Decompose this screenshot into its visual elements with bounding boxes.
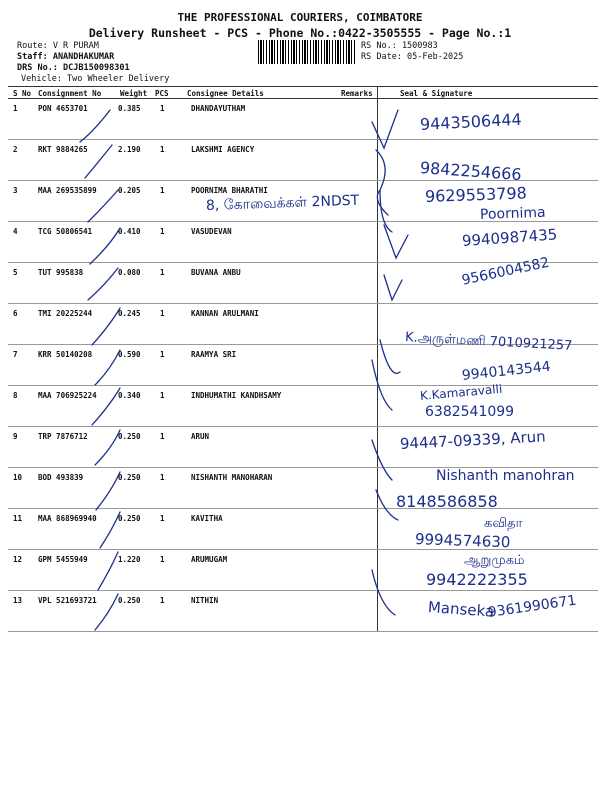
signature-row-12-name: ஆறுமுகம் — [464, 553, 525, 568]
row-consignment-no: TRP 7876712 — [38, 432, 88, 441]
row-consignment-no: PON 4653701 — [38, 104, 88, 113]
row-pcs: 1 — [160, 596, 165, 605]
row-consignee: LAKSHMI AGENCY — [191, 145, 255, 154]
row-pcs: 1 — [160, 268, 165, 277]
row-consignee: NITHIN — [191, 596, 219, 605]
row-sno: 9 — [13, 432, 18, 441]
row-consignee: NISHANTH MANOHARAN — [191, 473, 273, 482]
row-weight: 0.250 — [118, 514, 141, 523]
signature-row-5: 9566004582 — [460, 254, 551, 289]
row-weight: 0.250 — [118, 473, 141, 482]
signature-row-10-name: Nishanth manohran — [436, 468, 575, 484]
signature-row-3-name: Poornima — [479, 204, 546, 223]
row-consignee: KANNAN ARULMANI — [191, 309, 259, 318]
staff-label: Staff: ANANDHAKUMAR — [17, 52, 115, 62]
row-consignment-no: BOD 493839 — [38, 473, 84, 482]
row-sno: 2 — [13, 145, 18, 154]
signature-row-9: 94447-09339, Arun — [399, 427, 547, 453]
row-weight: 0.245 — [118, 309, 141, 318]
signature-row-13-name: Manseka — [427, 598, 495, 621]
signature-row-11-name: கவிதா — [484, 516, 523, 531]
signature-row-8-name: K.Kamaravalli — [419, 381, 503, 403]
runsheet-subtitle: Delivery Runsheet - PCS - Phone No.:0422-3505555 - Page No.:1 — [88, 26, 512, 40]
row-consignment-no: MAA 868969940 — [38, 514, 97, 523]
row-sno: 7 — [13, 350, 18, 359]
row-weight: 0.250 — [118, 596, 141, 605]
row-pcs: 1 — [160, 555, 165, 564]
row-pcs: 1 — [160, 309, 165, 318]
company-title: THE PROFESSIONAL COURIERS, COIMBATORE — [177, 11, 423, 24]
row-consignment-no: TUT 995838 — [38, 268, 84, 277]
row-consignment-no: MAA 706925224 — [38, 391, 97, 400]
row-sno: 3 — [13, 186, 18, 195]
row-pcs: 1 — [160, 350, 165, 359]
table-top-line — [8, 86, 598, 87]
row-weight: 1.220 — [118, 555, 141, 564]
row-weight: 0.410 — [118, 227, 141, 236]
row-pcs: 1 — [160, 104, 165, 113]
row-consignment-no: GPM 5455949 — [38, 555, 88, 564]
drs-number: DRS No.: DCJB150098301 — [17, 63, 130, 73]
row-weight: 2.190 — [118, 145, 141, 154]
row-weight: 0.250 — [118, 432, 141, 441]
row-sno: 8 — [13, 391, 18, 400]
row-pcs: 1 — [160, 514, 165, 523]
row-sno: 6 — [13, 309, 18, 318]
row-consignment-no: VPL 521693721 — [38, 596, 97, 605]
row-consignee: ARUMUGAM — [191, 555, 228, 564]
row-sno: 1 — [13, 104, 18, 113]
signature-row-8-phone: 6382541099 — [425, 404, 515, 420]
row-consignment-no: MAA 269535899 — [38, 186, 97, 195]
signature-row-13-phone: 9361990671 — [486, 592, 578, 621]
row-weight: 0.340 — [118, 391, 141, 400]
row-pcs: 1 — [160, 227, 165, 236]
row-weight: 0.590 — [118, 350, 141, 359]
rs-number: RS No.: 1500983 — [361, 41, 438, 51]
row-weight: 0.080 — [118, 268, 141, 277]
signature-row-2: 9842254666 — [419, 158, 523, 185]
rs-date: RS Date: 05-Feb-2025 — [361, 52, 464, 62]
row-sno: 11 — [13, 514, 23, 523]
row-consignment-no: RKT 9884265 — [38, 145, 88, 154]
row-sno: 4 — [13, 227, 18, 236]
row-consignee: DHANDAYUTHAM — [191, 104, 246, 113]
col-remarks: Remarks — [341, 89, 373, 98]
row-weight: 0.205 — [118, 186, 141, 195]
col-sno: S No — [13, 89, 32, 98]
row-sno: 5 — [13, 268, 18, 277]
row-consignee: VASUDEVAN — [191, 227, 232, 236]
col-consignee: Consignee Details — [187, 89, 264, 98]
col-consignment: Consignment No — [38, 89, 102, 98]
row-consignee: ARUN — [191, 432, 210, 441]
signature-row-6: K.அருள்மணி 7010921257 — [404, 330, 573, 354]
signature-row-11-phone: 9994574630 — [414, 530, 511, 552]
row-consignee: POORNIMA BHARATHI — [191, 186, 268, 195]
signature-row-10-phone: 8148586858 — [396, 492, 498, 511]
row-sno: 10 — [13, 473, 23, 482]
col-pcs: PCS — [155, 89, 169, 98]
row-pcs: 1 — [160, 391, 165, 400]
signature-row-1: 9443506444 — [419, 109, 523, 134]
signature-row-7: 9940143544 — [461, 358, 552, 384]
row-consignment-no: TCG 50806541 — [38, 227, 93, 236]
address-note-row-3: 8, கோவைக்கள் 2NDST — [205, 192, 360, 214]
barcode-image — [258, 40, 356, 64]
row-consignee: BUVANA ANBU — [191, 268, 241, 277]
row-sno: 12 — [13, 555, 23, 564]
signature-row-3-phone: 9629553798 — [424, 183, 528, 206]
row-pcs: 1 — [160, 432, 165, 441]
signature-row-12-phone: 9942222355 — [426, 570, 528, 589]
row-weight: 0.385 — [118, 104, 141, 113]
col-seal: Seal & Signature — [400, 89, 473, 98]
row-consignee: KAVITHA — [191, 514, 223, 523]
route-label: Route: V R PURAM — [17, 41, 99, 51]
row-pcs: 1 — [160, 186, 165, 195]
row-pcs: 1 — [160, 473, 165, 482]
col-weight: Weight — [120, 89, 148, 98]
vehicle-label: Vehicle: Two Wheeler Delivery — [21, 74, 170, 84]
row-consignment-no: TMI 20225244 — [38, 309, 93, 318]
row-consignee: INDHUMATHI KANDHSAMY — [191, 391, 282, 400]
row-pcs: 1 — [160, 145, 165, 154]
row-consignee: RAAMYA SRI — [191, 350, 237, 359]
signature-row-4: 9940987435 — [461, 225, 558, 250]
row-consignment-no: KRR 50140208 — [38, 350, 93, 359]
row-sno: 13 — [13, 596, 23, 605]
